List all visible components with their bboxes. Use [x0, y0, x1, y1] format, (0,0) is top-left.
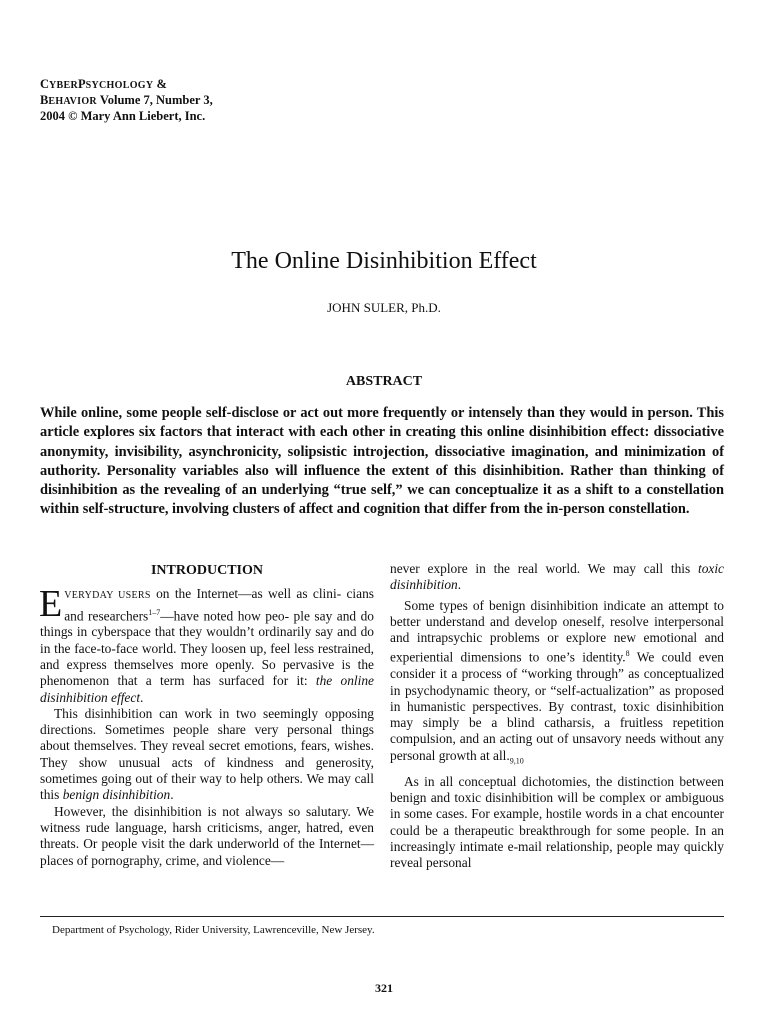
citation-ref: 9,10 [509, 756, 524, 766]
right-paragraph-1: never explore in the real world. We may call this toxic disinhibition. [390, 561, 724, 593]
introduction-heading: INTRODUCTION [150, 563, 263, 578]
abstract-text: While online, some people self-disclose or act out more frequently or intensely than they would in person. This article explores six factors that interact with each other in creating this online disinhibition effect: dissociative anonymity, invisibility, asynchronicity, solipsistic introjection, dissociative imagination, and minimization of authority. Personality variables also will influence the extent of this disinhibition. Rather than thinking of disinhibition as the revealing of an underlying “true self,” we can conceptualize it as a shift to a constellation within self-structure, involving clusters of affect and cognition that differ from the in-person constellation. [40, 405, 724, 518]
intro-paragraph-2: This disinhibition can work in two seemingly opposing directions. Sometimes people share very personal things about themselves. They reveal secret emotions, fears, wishes. They show unusual acts of kindness and generosity, sometimes going out of their way to help others. We may call this benign disinhibition. [40, 705, 374, 803]
left-column [40, 561, 374, 869]
right-paragraph-3: As in all conceptual dichotomies, the distinction between benign and toxic disinhibition will be complex or ambiguous in some cases. For example, hostile words in a chat encounter could be a therapeutic breakthrough for some people. In an increasingly intimate e-mail relationship, people may quickly reveal personal [390, 773, 724, 871]
intro-paragraph-3: However, the disinhibition is not always so salutary. We witness rude language, harsh criticisms, anger, hatred, even threats. Or people visit the dark underworld of the Internet—places of pornography, crime, and violence— [40, 803, 374, 868]
article-title: The Online Disinhibition Effect [231, 248, 537, 275]
journal-citation [40, 77, 340, 124]
drop-cap: E [39, 583, 63, 626]
footnote-divider [40, 916, 724, 917]
abstract-heading: ABSTRACT [345, 374, 423, 389]
journal-copyright-line: 2004 © Mary Ann Liebert, Inc. [40, 109, 206, 123]
author-name: JOHN SULER, Ph.D. [327, 300, 441, 315]
journal-name-line-2: BEHAVIOR Volume 7, Number 3, [40, 93, 213, 107]
page-number: 321 [375, 981, 393, 995]
right-paragraph-2: Some types of benign disinhibition indicate an attempt to better understand and develop oneself, resolve interpersonal and intrapsychic problems or explore new emotional and experiential dimensions to one’s identity.$^8$ We could even consider it a process of “working through” as conceptualized in psychodynamic theory, or “self-actualization” as proposed in humanistic perspectives. By contrast, toxic disinhibition may simply be a blind catharsis, a fruitless repetition compulsion, and an acting out of unsavory needs without any personal growth at $all._{9,10}$ [390, 597, 724, 766]
affiliation-footnote: Department of Psychology, Rider University, Lawrenceville, New Jersey. [52, 924, 375, 936]
citation-ref: 1–7 [148, 607, 161, 617]
intro-paragraph-1: EVERYDAY USERS on the Internet—as well as clini- cians and researchers$^{1-7}$—have noted how peo- ple say and do things in cyberspace that they wouldn’t ordinarily say and do in the face-to-face world. They loosen up, feel less restrained, and express themselves more openly. So pervasive is the phenomenon that a term has surfaced for it: the online disinhibition effect. [39, 583, 375, 705]
right-column [390, 561, 724, 871]
journal-name-line-1: CYBERPSYCHOLOGY & [40, 77, 167, 91]
citation-ref: 8 [625, 649, 630, 659]
